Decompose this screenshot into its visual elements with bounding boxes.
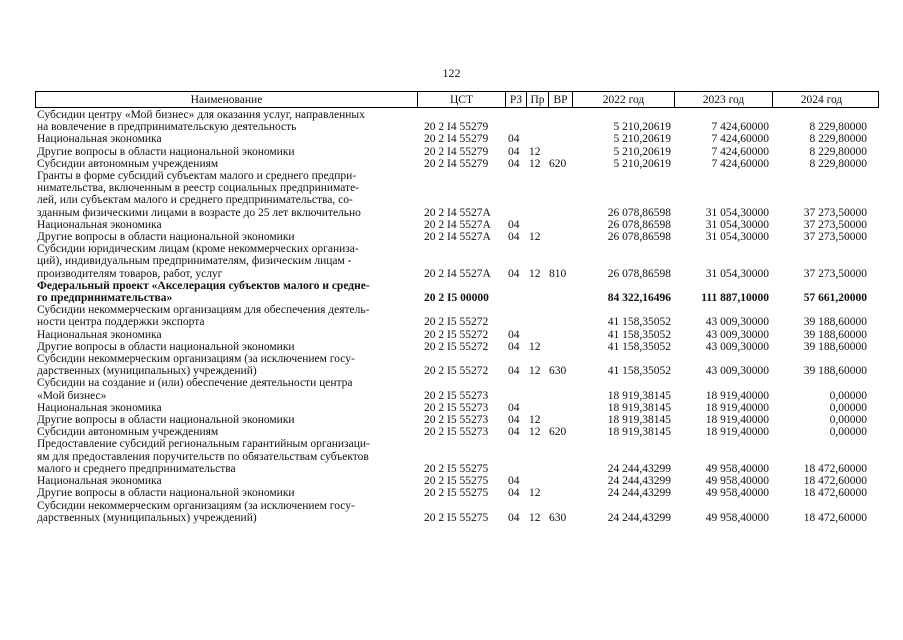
row-pr: 12 xyxy=(529,414,541,427)
row-2024: 39 188,60000 xyxy=(803,365,867,378)
row-pr: 12 xyxy=(529,145,541,158)
row-2022: 24 244,43299 xyxy=(607,511,671,524)
row-rz: 04 xyxy=(508,426,520,439)
row-2024: 8 229,80000 xyxy=(809,145,867,158)
row-2023: 18 919,40000 xyxy=(705,426,769,439)
row-name: Субсидии некоммерческим организациям (за исключением госу- дарственных (муниципальных) учреждений) xyxy=(37,353,355,378)
row-name: Национальная экономика xyxy=(37,218,162,231)
table-row xyxy=(35,353,879,377)
row-pr: 12 xyxy=(529,511,541,524)
row-2022: 24 244,43299 xyxy=(607,487,671,500)
row-rz: 04 xyxy=(508,511,520,524)
header-cst: ЦСТ xyxy=(417,92,505,107)
row-vr: 620 xyxy=(549,157,567,170)
row-2024: 18 472,60000 xyxy=(803,462,867,475)
row-cst: 20 2 I5 55272 xyxy=(424,316,489,329)
row-cst: 20 2 I4 55279 xyxy=(424,157,489,170)
row-name: Субсидии некоммерческим организациям (за исключением госу- дарственных (муниципальных) учреждений) xyxy=(37,499,355,524)
table-row xyxy=(35,231,879,243)
row-rz: 04 xyxy=(508,145,520,158)
table-row xyxy=(35,280,879,304)
row-2022: 5 210,20619 xyxy=(613,157,671,170)
row-2024: 39 188,60000 xyxy=(803,316,867,329)
row-pr: 12 xyxy=(529,365,541,378)
row-name: Национальная экономика xyxy=(37,401,162,414)
row-2023: 31 054,30000 xyxy=(705,267,769,280)
row-rz: 04 xyxy=(508,401,520,414)
row-vr: 630 xyxy=(549,511,567,524)
table-row xyxy=(35,426,879,438)
table-row xyxy=(35,158,879,170)
table-row xyxy=(35,438,879,475)
row-2023: 7 424,60000 xyxy=(711,121,769,134)
row-pr: 12 xyxy=(529,487,541,500)
table-row xyxy=(35,170,879,219)
table-row xyxy=(35,341,879,353)
table-row xyxy=(35,402,879,414)
row-cst: 20 2 I4 5527A xyxy=(424,231,491,244)
row-2023: 43 009,30000 xyxy=(705,316,769,329)
row-2023: 43 009,30000 xyxy=(705,340,769,353)
row-2023: 43 009,30000 xyxy=(705,365,769,378)
row-rz: 04 xyxy=(508,328,520,341)
row-2024: 8 229,80000 xyxy=(809,133,867,146)
table-row xyxy=(35,109,879,133)
row-2024: 0,00000 xyxy=(829,401,867,414)
row-cst: 20 2 I5 55275 xyxy=(424,487,489,500)
row-2022: 26 078,86598 xyxy=(607,206,671,219)
row-cst: 20 2 I4 5527A xyxy=(424,206,491,219)
row-rz: 04 xyxy=(508,414,520,427)
row-2024: 57 661,20000 xyxy=(803,292,867,305)
row-2022: 24 244,43299 xyxy=(607,475,671,488)
row-2023: 31 054,30000 xyxy=(705,231,769,244)
row-2024: 37 273,50000 xyxy=(803,231,867,244)
row-2022: 18 919,38145 xyxy=(607,389,671,402)
row-cst: 20 2 I5 00000 xyxy=(424,292,489,305)
row-cst: 20 2 I5 55275 xyxy=(424,511,489,524)
row-2022: 24 244,43299 xyxy=(607,462,671,475)
row-rz: 04 xyxy=(508,365,520,378)
row-cst: 20 2 I4 55279 xyxy=(424,121,489,134)
table-row xyxy=(35,146,879,158)
row-name: Национальная экономика xyxy=(37,475,162,488)
row-pr: 12 xyxy=(529,157,541,170)
table-row xyxy=(35,500,879,524)
row-2023: 18 919,40000 xyxy=(705,414,769,427)
row-rz: 04 xyxy=(508,267,520,280)
row-2023: 49 958,40000 xyxy=(705,475,769,488)
row-pr: 12 xyxy=(529,231,541,244)
row-name: Субсидии на создание и (или) обеспечение деятельности центра «Мой бизнес» xyxy=(37,377,353,402)
row-2023: 31 054,30000 xyxy=(705,218,769,231)
header-2023: 2023 год xyxy=(674,92,772,107)
row-2023: 49 958,40000 xyxy=(705,487,769,500)
row-pr: 12 xyxy=(529,340,541,353)
row-2023: 43 009,30000 xyxy=(705,328,769,341)
row-cst: 20 2 I5 55273 xyxy=(424,426,489,439)
row-vr: 630 xyxy=(549,365,567,378)
table-row xyxy=(35,243,879,280)
row-cst: 20 2 I5 55273 xyxy=(424,401,489,414)
table-header xyxy=(35,91,879,108)
header-2022: 2022 год xyxy=(572,92,674,107)
row-2023: 7 424,60000 xyxy=(711,145,769,158)
row-rz: 04 xyxy=(508,340,520,353)
table-row xyxy=(35,329,879,341)
row-rz: 04 xyxy=(508,487,520,500)
table-row xyxy=(35,475,879,487)
row-cst: 20 2 I4 5527A xyxy=(424,218,491,231)
row-2024: 0,00000 xyxy=(829,414,867,427)
table-row xyxy=(35,133,879,145)
row-name: Другие вопросы в области национальной экономики xyxy=(37,340,295,353)
row-2022: 18 919,38145 xyxy=(607,426,671,439)
row-2023: 111 887,10000 xyxy=(701,292,769,305)
row-2022: 41 158,35052 xyxy=(607,365,671,378)
row-name: Национальная экономика xyxy=(37,328,162,341)
row-2022: 26 078,86598 xyxy=(607,267,671,280)
table-row xyxy=(35,219,879,231)
header-name: Наименование xyxy=(190,94,263,106)
table-row xyxy=(35,414,879,426)
row-2023: 18 919,40000 xyxy=(705,389,769,402)
row-name: Субсидии автономным учреждениям xyxy=(37,426,219,439)
row-2024: 39 188,60000 xyxy=(803,340,867,353)
row-2024: 18 472,60000 xyxy=(803,511,867,524)
row-name: Другие вопросы в области национальной экономики xyxy=(37,145,295,158)
row-2023: 49 958,40000 xyxy=(705,462,769,475)
row-2024: 37 273,50000 xyxy=(803,218,867,231)
row-rz: 04 xyxy=(508,133,520,146)
row-2022: 41 158,35052 xyxy=(607,340,671,353)
row-name: Субсидии центру «Мой бизнес» для оказания услуг, направленных на вовлечение в предпринимательскую деятельность xyxy=(37,109,365,134)
header-rz: РЗ xyxy=(505,92,526,107)
row-pr: 12 xyxy=(529,267,541,280)
row-2023: 49 958,40000 xyxy=(705,511,769,524)
row-2022: 18 919,38145 xyxy=(607,414,671,427)
row-cst: 20 2 I5 55272 xyxy=(424,340,489,353)
row-cst: 20 2 I5 55272 xyxy=(424,365,489,378)
row-rz: 04 xyxy=(508,231,520,244)
row-2022: 5 210,20619 xyxy=(613,121,671,134)
row-2024: 0,00000 xyxy=(829,389,867,402)
row-cst: 20 2 I4 55279 xyxy=(424,145,489,158)
row-name: Другие вопросы в области национальной экономики xyxy=(37,487,295,500)
header-2024: 2024 год xyxy=(772,92,870,107)
row-2024: 0,00000 xyxy=(829,426,867,439)
row-2023: 18 919,40000 xyxy=(705,401,769,414)
row-2024: 18 472,60000 xyxy=(803,487,867,500)
row-cst: 20 2 I5 55275 xyxy=(424,462,489,475)
row-name: Субсидии автономным учреждениям xyxy=(37,157,219,170)
row-pr: 12 xyxy=(529,426,541,439)
row-2023: 31 054,30000 xyxy=(705,206,769,219)
row-2024: 8 229,80000 xyxy=(809,121,867,134)
row-cst: 20 2 I4 55279 xyxy=(424,133,489,146)
row-name: Гранты в форме субсидий субъектам малого и среднего предпри- нимательства, включенным в реестр социальных предпринимате- лей, или субъектам малого и среднего предпринимательства, со- зданным физическими лицами в возрасте до 25 лет включительно xyxy=(37,170,361,219)
row-cst: 20 2 I5 55273 xyxy=(424,389,489,402)
row-vr: 810 xyxy=(549,267,567,280)
row-2024: 37 273,50000 xyxy=(803,267,867,280)
row-name: Другие вопросы в области национальной экономики xyxy=(37,231,295,244)
row-2022: 84 322,16496 xyxy=(607,292,671,305)
row-2024: 39 188,60000 xyxy=(803,328,867,341)
row-name: Субсидии некоммерческим организациям для обеспечения деятель- ности центра поддержки экспорта xyxy=(37,304,370,329)
row-2024: 37 273,50000 xyxy=(803,206,867,219)
row-2022: 18 919,38145 xyxy=(607,401,671,414)
page-number: 122 xyxy=(442,66,461,80)
row-name: Федеральный проект «Акселерация субъектов малого и средне- го предпринимательства» xyxy=(37,279,370,305)
row-cst: 20 2 I5 55275 xyxy=(424,475,489,488)
row-2022: 26 078,86598 xyxy=(607,218,671,231)
row-cst: 20 2 I5 55273 xyxy=(424,414,489,427)
row-name: Национальная экономика xyxy=(37,133,162,146)
row-rz: 04 xyxy=(508,475,520,488)
row-rz: 04 xyxy=(508,157,520,170)
row-2022: 26 078,86598 xyxy=(607,231,671,244)
row-name: Другие вопросы в области национальной экономики xyxy=(37,414,295,427)
row-cst: 20 2 I5 55272 xyxy=(424,328,489,341)
budget-table xyxy=(35,91,879,524)
row-vr: 620 xyxy=(549,426,567,439)
row-2023: 7 424,60000 xyxy=(711,133,769,146)
row-2024: 18 472,60000 xyxy=(803,475,867,488)
row-name: Субсидии юридическим лицам (кроме некоммерческих организа- ций), индивидуальным предпринимателям, физическим лицам - производителям товаров, работ, услуг xyxy=(37,243,359,280)
row-cst: 20 2 I4 5527A xyxy=(424,267,491,280)
row-2022: 41 158,35052 xyxy=(607,316,671,329)
row-2022: 41 158,35052 xyxy=(607,328,671,341)
row-rz: 04 xyxy=(508,218,520,231)
table-row xyxy=(35,304,879,328)
table-body xyxy=(35,109,879,524)
row-2023: 7 424,60000 xyxy=(711,157,769,170)
table-row xyxy=(35,377,879,401)
row-2022: 5 210,20619 xyxy=(613,133,671,146)
row-2024: 8 229,80000 xyxy=(809,157,867,170)
row-2022: 5 210,20619 xyxy=(613,145,671,158)
header-pr: Пр xyxy=(526,92,548,107)
row-name: Предоставление субсидий региональным гарантийным организаци- ям для предоставления поручительств по обязательствам субъектов малого и среднего предпринимательства xyxy=(37,438,370,475)
table-row xyxy=(35,487,879,499)
header-vr: ВР xyxy=(548,92,572,107)
